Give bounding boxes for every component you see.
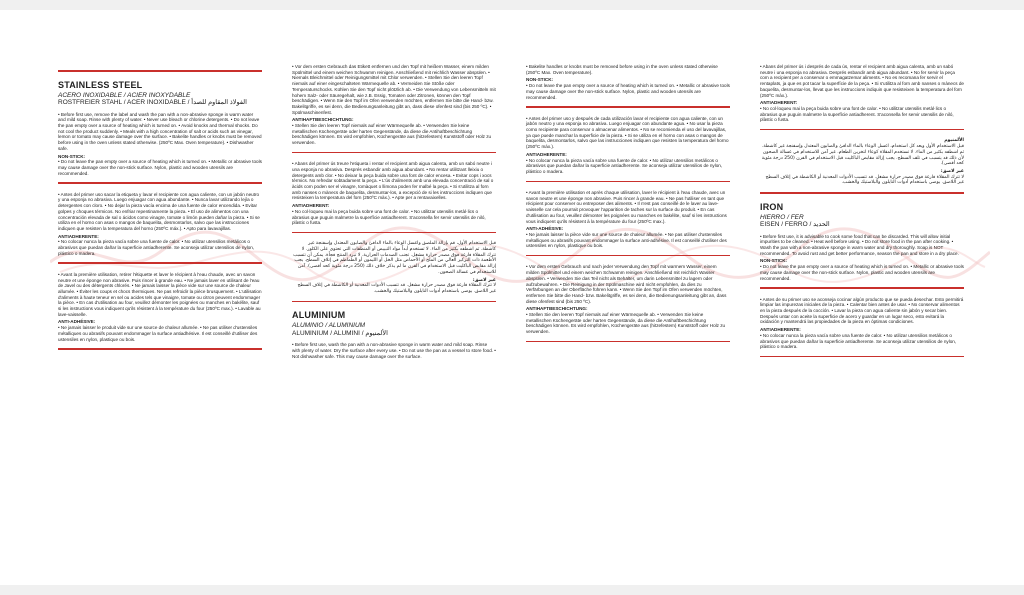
text-ar-nonstick: لا تترك المقلاة فارغة فوق مصدر حرارة مشغل. قد تتسبب الأدوات المعدنية أو الكاشطة في إتلاف السطح غير اللاصق. يوصى باستخدام أدوات النايلون والبلاستيك والخشب. bbox=[297, 283, 496, 294]
section-title-iron: IRON bbox=[760, 201, 784, 212]
text-fr-nonstick: • Ne jamais laisser le produit vide sur une source de chaleur allumée. • Ne pas utiliser d'ustensiles métalliques ou abrasifs pouvant endommager la surface antiadhésive. Il est conseillé d'utiliser des ustensiles en nylon, plastique ou bois. bbox=[58, 325, 258, 342]
section-title-stainless-steel: STAINLESS STEEL bbox=[58, 79, 143, 90]
text-de: • Vor dem ersten Gebrauch und nach jeder Verwendung den Topf mit warmem Wasser, einem milden Spülmittel und einem weichen Schwamm reinigen. Anschließend mit reichlich Wasser abspülen. • Verwenden Sie das Teil nicht als Behälter, um darin Lebensmittel zu lagern oder aufzubewahren. • Die Reinigung in der Spülmaschine wird nicht empfohlen, da dies zu Verfärbungen an der Oberfläche führen kann. • Wenn Sie den Topf im Ofen verwenden möchten, entfernen Sie bitte die Hand- bzw. Bakelitgriffe, es sei denn, die Bedienungsanleitung gibt an, dass diese ofenfest sind (bis 250 ºC). bbox=[526, 264, 727, 304]
heading-antiadherent: ANTIADHERENT: bbox=[760, 100, 798, 106]
heading-antiadherente: ANTIADHERENTE: bbox=[760, 327, 801, 333]
section-title-aluminium: ALUMINIUM bbox=[292, 310, 346, 321]
section-subtitle: ALUMINIO / ALUMINIUM bbox=[292, 322, 366, 330]
section-subtitle: ACERO INOXIDABLE / ACIER INOXYDABLE bbox=[58, 91, 191, 99]
divider bbox=[526, 181, 730, 182]
text-en: • Bakelite handles or knobs must be removed before using in the oven unless stated otherwise (250ºC Max. Oven temperature). bbox=[526, 64, 718, 75]
text-ar: قبل الاستخدام الأول، قم بإزالة الملصق واغسل الوعاء بالماء الدافئ والصابون المعتدل وإسفنجة غير كاشطة. ثم اشطفه بكثير من الماء. لا تستخدم أبداً مواد التبييض أو المنظفات التي تحتوي على الكلور. لا تترك المقلاة فارغة فوق مصدر حرارة مشغل. تجنب الصدمات الحرارية. لا تبرد المنتج فجأة. يمكن أن تتسبب الأطعمة ذات التركيز العالي من الملح أو الأحماض مثل الخل أو الليمون أو الطماطم في إتلاف السطح. يجب إزالة مقابض الباكليت قبل الاستخدام في الفرن ما لم يذكر خلاف ذلك (250 درجة مئوية كحد أقصى). آمن للاستخدام في غسالة الصحون. bbox=[293, 241, 496, 275]
divider bbox=[292, 301, 496, 303]
divider bbox=[58, 182, 262, 183]
text-ar-nonstick: لا تترك المقلاة فارغة فوق مصدر حرارة مشغل. قد تتسبب الأدوات المعدنية أو الكاشطة في إتلاف السطح غير اللاصق. يوصى باستخدام أدوات النايلون والبلاستيك والخشب. bbox=[765, 174, 964, 186]
text-es-nonstick: • No colocar nunca la pieza vacía sobre una fuente de calor. • No utilizar utensilios metálicos o abrasivos que puedan dañar la superficie antiadherente. Se aconseja utilizar utensilios de nylon, plástico o madera. bbox=[58, 239, 255, 256]
divider bbox=[760, 287, 964, 288]
column-1 bbox=[58, 64, 262, 358]
divider bbox=[58, 70, 262, 72]
column-2 bbox=[292, 64, 496, 365]
heading-ar-nonstick: غير لاصق: bbox=[940, 168, 964, 174]
text-en: • Before first use, wash the pan with a non-abrasive sponge in warm water and mild soap. Rinse with plenty of water. Dry the surface after every use. • Do not use the pan as a vessel to store food. • Not dishwasher safe. This may cause damage over the surface. bbox=[292, 342, 496, 359]
text-de-nonstick: • Stellen Sie den leeren Topf niemals auf einer Wärmequelle ab. • Verwenden Sie keine metallischen Küchengeräte oder harten Gegenstände, da diese die Antihaftbeschichtung beschädigen können. Es wird empfohlen, Küchengeräte aus (hitzefestem) Kunststoff oder Holz zu verwenden. bbox=[292, 123, 492, 146]
heading-ar-aluminium: الألمنيوم bbox=[944, 138, 964, 144]
heading-antiadherente: ANTIADHERENTE: bbox=[526, 151, 567, 157]
text-es-nonstick: • No colocar nunca la pieza vacía sobre una fuente de calor. • No utilizar utensilios metálicos o abrasivos que puedan dañar la superficie antiadherente. Se aconseja utilizar utensilios de nylon, plástico o madera. bbox=[526, 157, 723, 174]
text-en: • Before first use, remove the label and wash the pan with a non-abrasive sponge in warm water and mild soap. Rinse with plenty of water. • Never use bleach or chlorine detergents. • Do not leave the pan empty over a source of heating which is turned on. • Avoid knocks and thermal shocks. Do not cool the product suddenly. • Meals with a high concentration of salt or acids such as vinegar, lemon or tomato may cause damage over the surface. • Bakelite handles or knobs must be removed before using in the oven unless stated otherwise. (250ºC Max. Oven temperature). • Dishwasher safe. bbox=[58, 111, 262, 151]
heading-ar-nonstick: غير لاصق: bbox=[472, 277, 496, 283]
divider bbox=[526, 106, 730, 107]
text-en-nonstick: • Do not leave the pan empty over a source of heating which is turned on. • Metallic or abrasive tools may cause damage over the non-stick surface. Nylon, plastic and wooden utensils are recommended. bbox=[760, 264, 964, 281]
text-es: • Antes del primer uso y después de cada utilización lavar el recipiente con agua caliente, con un jabón neutro y una esponja no abrasiva. Luego enjuagar con abundante agua. • No usar la pieza como recipiente para conservar o almacenar alimentos. • No se recomienda el uso del lavavajillas, ya que puede manchar la superficie de la pieza. • Si se utiliza en el horno con asas o mangos de baquelita, desmontarlos, salvo que las instrucciones indiquen que resisten la temperatura del horno (250ºC máx.). bbox=[526, 115, 729, 150]
divider bbox=[58, 262, 262, 263]
text-ar: قبل الاستخدام الأول وبعد كل استخدام، اغسل الوعاء بالماء الدافئ والصابون المعتدل وإسفنجة غير كاشطة. ثم اشطفه بكثير من الماء. لا تستخدم المقلاة كوعاء لتخزين الطعام. غير آمن للاستخدام في غسالة الصحون لأن ذلك قد يتسبب في تلف السطح. يجب إزالة مقابض الباكليت قبل الاستخدام في الفرن (250 درجة مئوية كحد أقصى). bbox=[761, 144, 964, 167]
section-subtitle-2: EISEN / FERRO / الحديد bbox=[760, 221, 830, 229]
heading-non-stick: NON-STICK: bbox=[526, 77, 554, 83]
text-ca-nonstick: • No col·loqueu mai la peça buida sobre una font de calor. • No utilitzar utensilis metàl·lics o abrasius que puguin malmetre la superfície antiadherent. S'aconsella fer servir utensilis de niló, plàstic o fusta. bbox=[292, 208, 486, 226]
divider bbox=[526, 255, 730, 256]
text-en-nonstick: • Do not leave the pan empty over a source of heating which is turned on. • Metallic or abrasive tools may cause damage over the non-stick surface. Nylon, plastic and wooden utensils are recommended. bbox=[526, 83, 730, 100]
text-es-nonstick: • No colocar nunca la pieza vacía sobre una fuente de calor. • No utilizar utensilios metálicos o abrasivos que puedan dañar la superficie antiadherente. Se aconseja utilizar utensilios de nylon, plástico o madera. bbox=[760, 332, 957, 350]
text-fr-nonstick: • Ne jamais laisser la pièce vide sur une source de chaleur allumée. • Ne pas utiliser d'ustensiles métalliques ou abrasifs pouvant endommager la surface anti-adhésive. Il est conseillé d'utiliser des ustensiles en nylon, plastique ou bois. bbox=[526, 231, 727, 249]
text-de: • Vor dem ersten Gebrauch das Etikett entfernen und den Topf mit heißem Wasser, einem milden Spülmittel und einem weichen Schwamm reinigen. Anschließend mit reichlich Wasser abspülen. • Niemals Bleichmittel oder Reinigungsmittel mit Chlor verwenden. • Stellen Sie den leeren Topf niemals auf einer eingeschalteten Wärmequelle ab. • Vermeiden Sie Stöße oder Temperaturschocks. Kühlen Sie den Topf nicht plötzlich ab. • Die Verwendung von Lebensmitteln mit hohem Salz- oder Säuregehalt, wie z.B. Essig, Tomaten oder Zitronen, können den Topf beschädigen. • Wenn Sie den Topf im Ofen verwenden möchten, entfernen Sie bitte die Hand- bzw. Bakelitgriffe, es sei denn, die Bedienungsanleitung gibt an, dass diese ofenfest sind (bis 250 ºC). • Spülmaschinenfest. bbox=[292, 64, 496, 115]
column-3 bbox=[526, 64, 730, 350]
divider bbox=[760, 129, 964, 130]
text-ca: • Abans del primer ús treure l'etiqueta i rentar el recipient amb aigua calenta, amb un sabó neutre i una esponja no abrasiva. Després esbandir amb aigua abundant. • No rentar utilitzant lleixiu o detergents amb clor. • No deixar la peça buida sobre una font de calor encesa. • Evitar cops i xocs tèrmics. No refredar sobtadament la peça. • L'ús d'aliments amb una elevada concentració de sal o àcids com poden ser el vinagre, tomàquet o llimona poden fer malbé la peça. • Si s'utilitza al forn amb nanses o mànecs de baquelita, desmuntar-los, a excepció de si les instruccions indiquen que resisteixen la temperatura del forn (250ºC màx.). • Apte per a rentavaixelles. bbox=[292, 161, 494, 201]
section-subtitle-2: ROSTFREIER STAHL / ACER INOXIDABLE / الفولاذ المقاوم للصدأ bbox=[58, 99, 247, 107]
section-subtitle-2: ALUMINIUM / ALUMINI / الألمنيوم bbox=[292, 329, 388, 337]
text-fr: • Avant la première utilisation, retirer l'étiquette et laver le récipient à l'eau chaude, avec un savon neutre et une éponge non abrasive. Puis rincer à grande eau. • Ne jamais laver en utilisant de l'eau de Javel ou des détergents chlorés. • Ne jamais laisser la pièce vide sur une source de chaleur allumée. • Éviter les coups et chocs thermiques. Ne pas refroidir la pièce brusquement. • L'utilisation d'aliments à haute teneur en sel ou acides tels que vinaigre, tomate ou citron peuvent endommager la pièce. • En cas d'utilisation au four, veuillez démonter les poignées ou manches en bakélite, sauf si les instructions vous indiquent qu'ils résistent à la température du four (250ºC max.). • Lavable au lave-vaisselle. bbox=[58, 271, 262, 317]
text-fr: • Avant la première utilisation et après chaque utilisation, laver le récipient à l'eau chaude, avec un savon neutre et une éponge non abrasive. Puis rincer à grande eau. • Ne pas l'utiliser en tant que récipient pour conserver ou entreposer des aliments. • Il n'est pas conseillé de le laver au lave-vaisselle car cela pourrait provoquer l'apparition de taches sur la surface du produit. • En cas d'utilisation au four, veuillez démonter les poignées ou manches en bakélite, sauf si les instructions vous indiquent qu'ils résistent à la température du four (250ºC max.). bbox=[526, 190, 727, 224]
divider bbox=[292, 232, 496, 233]
heading-antihaft: ANTIHAFTBESCHICHTUNG: bbox=[292, 117, 354, 123]
divider bbox=[760, 356, 964, 357]
heading-non-stick: NON-STICK: bbox=[58, 153, 86, 159]
text-ca-nonstick: • No col·loqueu mai la peça buida sobre una font de calor. • No utilitzar utensilis metàl·lics o abrasius que puguin malmetre la superfície antiadherent. S'aconsella fer servir utensilis de niló, plàstic o fusta. bbox=[760, 105, 954, 123]
heading-antiadherente: ANTIADHERENTE: bbox=[58, 233, 99, 239]
heading-anti-adhesive: ANTI-ADHÉSIVE: bbox=[58, 319, 96, 325]
divider bbox=[292, 152, 496, 153]
text-es: • Antes de su primer uso se aconseja cocinar algún producto que se pueda desechar. Esto permitirá limpiar las impurezas iniciales de la pieza. • Calentar bien antes de usar. • No conservar alimentos en la pieza después de la cocción. • Lavar la pieza con agua caliente sin jabón y secar bien. Después untar con aceite la superficie de acero y guardar en un lugar seco, esto evitará la oxidación y mantendrá las propiedades de la pieza en óptimas condiciones. bbox=[760, 296, 964, 325]
text-de-nonstick: • Stellen Sie den leeren Topf niemals auf einer Wärmequelle ab. • Verwenden Sie keine metallischen Küchengeräte oder harten Gegenstände, da diese die Antihaftbeschichtung beschädigen können. Es wird empfohlen, Küchengeräte aus (hitzefestem) Kunststoff oder Holz zu verwenden. bbox=[526, 312, 726, 335]
bottom-edge bbox=[0, 585, 1024, 595]
heading-anti-adhesive: ANTI-ADHÉSIVE: bbox=[526, 226, 564, 232]
heading-antiadherent: ANTIADHERENT: bbox=[292, 203, 330, 209]
text-es: • Antes del primer uso sacar la etiqueta y lavar el recipiente con agua caliente, con un jabón neutro y una esponja no abrasiva. Luego enjuagar con agua abundante. • Nunca lavar utilizando lejía o detergentes con cloro. • No dejar la pieza vacía encima de una fuente de calor encendida. • Evitar golpes y choques térmicos. No enfriar repentinamente la pieza. • El uso de alimentos con una concentración elevada de sal o ácidos como vinagre, tomate o limón pueden dañar la pieza. • Si se utiliza en el horno con asas o mangos de baquelita, desmontarlos, salvo que las instrucciones indiquen que resisten la temperatura del horno (250ºC máx.). • Apto para lavavajillas. bbox=[58, 191, 260, 231]
heading-non-stick: NON-STICK: bbox=[760, 258, 788, 264]
divider bbox=[760, 192, 964, 194]
text-ca: • Abans del primer ús i després de cada ús, rentar el recipient amb aigua calenta, amb un sabó neutre i una esponja no abrasiva. Després esbandir amb aigua abundant. • No fer servir la peça com a recipient per a conservar o emmagatzemar aliments. • No es recomana fer servir el rentaplats, ja que es pot tacar la superfície de la peça. • Si s'utilitza al forn amb nanses o mànecs de baquelita, desmuntar-los, llevat que les instruccions indiquin que resisteixen la temperatura del forn (250ºC màx.). bbox=[760, 64, 964, 98]
divider bbox=[58, 348, 262, 349]
heading-antihaft: ANTIHAFTBESCHICHTUNG: bbox=[526, 306, 588, 312]
divider bbox=[526, 341, 730, 342]
section-subtitle: HIERRO / FER bbox=[760, 213, 804, 221]
column-4 bbox=[760, 64, 964, 365]
top-edge bbox=[0, 0, 1024, 10]
text-en: • Before first use, it is advisable to cook some food that can be discarded. This will allow initial impurities to be cleaned. • Heat well before using. • Do not store food in the pan after cooking. • Wash the pan with a non-abrasive sponge in warm water and dry thoroughly. Soap is NOT recommended. To avoid rust and get better performance, season the pan and store in a dry place. bbox=[760, 233, 959, 256]
text-en-nonstick: • Do not leave the pan empty over a source of heating which is turned on. • Metallic or abrasive tools may cause damage over the non-stick surface. Nylon, plastic and wooden utensils are recommended. bbox=[58, 159, 262, 176]
